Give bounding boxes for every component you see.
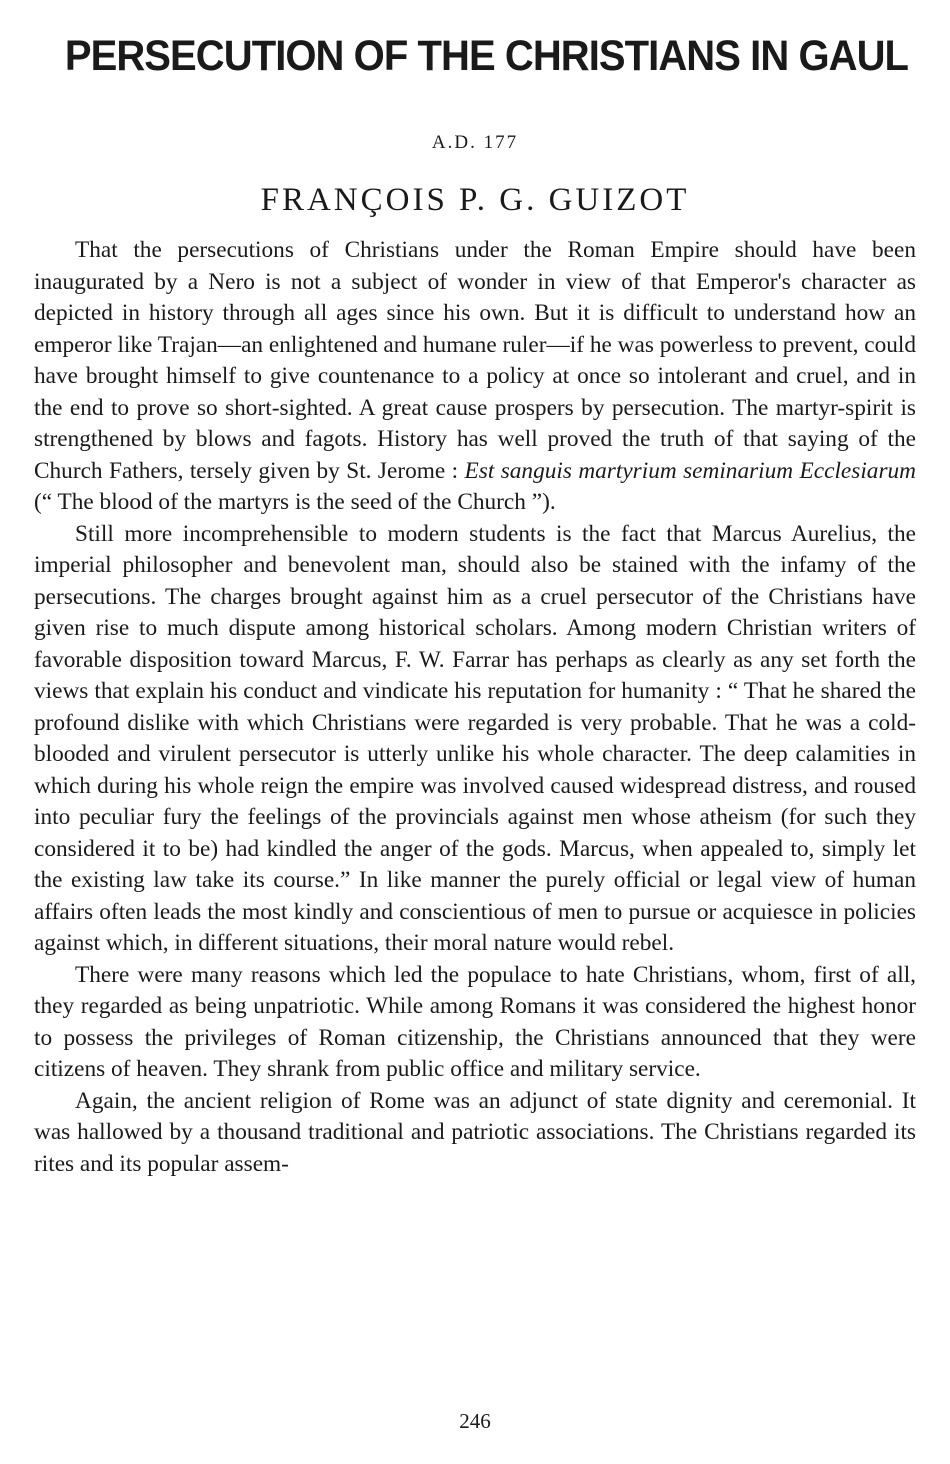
paragraph-3: There were many reasons which led the populace to hate Christians, whom, first of all, they regarded as being unpatriotic. While among Romans it was considered the highest honor to possess the privileges of Roman citizenship, the Christians announced that they were citizens of heaven. They shrank from public office and military service. (34, 961, 916, 1082)
chapter-title: PERSECUTION OF THE CHRISTIANS IN GAUL (64, 32, 909, 80)
paragraph-2: Still more incomprehensible to modern students is the fact that Marcus Aurelius, the imperial philosopher and benevolent man, should also be stained with the infamy of the persecutions. The charges brought against him as a cruel persecutor of the Christians have given rise to much dispute among historical scholars. Among modern Christian writers of favorable disposition toward Marcus, F. W. Farrar has perhaps as clearly as any set forth the views that explain his conduct and vindicate his reputation for humanity : “ That he shared the profound dislike with which Christians were regarded is very probable. That he was a cold-blooded and virulent persecutor is utterly unlike his whole character. The deep calamities in which during his whole reign the empire was involved caused widespread distress, and roused into peculiar fury the feelings of the provincials against men whose atheism (for such they considered it to be) had kindled the anger of the gods. Marcus, when appealed to, simply let the existing law take its course.” In like manner the purely official or legal view of human affairs often leads the most kindly and conscientious of men to pursue or acquiesce in policies against which, in different situations, their moral nature would rebel. (34, 520, 916, 956)
paragraph-1-text: That the persecutions of Christians under the Roman Empire should have been inaugurated by a Nero is not a subject of wonder in view of that Emperor's character as depicted in history through all ages since his own. But it is difficult to understand how an emperor like Trajan—an enlightened and humane ruler—if he was powerless to prevent, could have brought himself to give countenance to a policy at once so intolerant and cruel, and in the end to prove so short-sighted. A great cause prospers by persecution. The martyr-spirit is strengthened by blows and fagots. History has well proved the truth of that saying of the Church Fathers, tersely given by St. Jerome : (34, 237, 916, 484)
latin-quote: Est sanguis martyrium seminarium Ecclesiarum (464, 457, 916, 484)
author-name: FRANÇOIS P. G. GUIZOT (260, 182, 690, 218)
paragraph-1 (34, 235, 916, 519)
latin-translation: (“ The blood of the martyrs is the seed of the Church ”). (34, 489, 556, 515)
document-page (34, 30, 916, 1180)
body-text (34, 235, 916, 1180)
page-number: 246 (459, 1409, 491, 1433)
paragraph-4: Again, the ancient religion of Rome was an adjunct of state dignity and ceremonial. It was hallowed by a thousand traditional and patriotic associations. The Christians regarded its rites and its popular assem- (34, 1087, 916, 1177)
chapter-date: A.D. 177 (431, 132, 519, 153)
